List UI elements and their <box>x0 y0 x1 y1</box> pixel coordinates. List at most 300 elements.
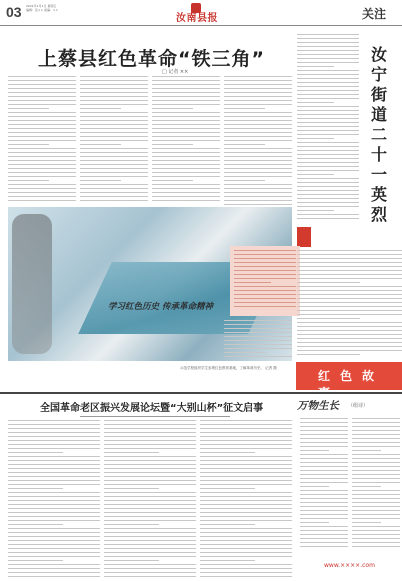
text-line <box>300 478 348 479</box>
text-line <box>297 314 402 315</box>
text-line <box>8 160 76 161</box>
text-line <box>104 432 196 433</box>
text-line <box>8 176 76 177</box>
text-line <box>297 326 402 327</box>
text-line <box>224 88 292 89</box>
text-line <box>152 88 220 89</box>
text-line <box>8 156 76 157</box>
text-line <box>200 476 292 477</box>
text-line <box>224 124 292 125</box>
article-column-5 <box>297 34 359 224</box>
poem-column-1 <box>300 418 348 550</box>
text-line <box>8 80 76 81</box>
text-line <box>8 472 100 473</box>
text-line <box>104 484 196 485</box>
text-line <box>297 306 402 307</box>
text-line <box>200 428 292 429</box>
highlight-box-text <box>234 250 296 312</box>
text-line <box>352 470 400 471</box>
text-line <box>200 452 255 453</box>
text-line <box>104 552 196 553</box>
text-line <box>352 538 400 539</box>
text-line <box>300 526 348 527</box>
text-line <box>297 254 402 255</box>
text-line <box>352 506 400 507</box>
text-line <box>352 434 400 435</box>
text-line <box>352 422 400 423</box>
text-line <box>8 108 49 109</box>
text-line <box>224 188 292 189</box>
text-line <box>104 560 159 561</box>
text-line <box>224 104 292 105</box>
text-line <box>152 92 220 93</box>
text-line <box>352 494 400 495</box>
text-line <box>300 530 348 531</box>
text-line <box>200 472 292 473</box>
text-line <box>200 512 292 513</box>
text-line <box>297 154 359 155</box>
text-line <box>8 200 76 201</box>
text-line <box>300 438 348 439</box>
text-line <box>297 146 359 147</box>
text-line <box>152 156 220 157</box>
text-line <box>152 80 220 81</box>
text-line <box>8 488 63 489</box>
vertical-title-char: 宁 <box>371 65 388 84</box>
text-line <box>104 468 196 469</box>
text-line <box>152 168 220 169</box>
text-line <box>104 480 196 481</box>
text-line <box>8 432 100 433</box>
text-line <box>152 84 220 85</box>
text-line <box>152 96 220 97</box>
text-line <box>8 448 100 449</box>
text-line <box>80 180 121 181</box>
text-line <box>80 160 148 161</box>
text-line <box>224 172 292 173</box>
text-line <box>224 180 265 181</box>
date-line-1: 2021年1月1日 星期五 <box>26 4 57 8</box>
text-line <box>297 266 402 267</box>
text-line <box>352 486 381 487</box>
text-line <box>152 180 193 181</box>
text-line <box>152 136 220 137</box>
text-line <box>8 556 100 557</box>
text-line <box>8 420 100 421</box>
text-line <box>297 142 359 143</box>
poem-title: 万物生长 <box>297 400 339 412</box>
text-line <box>234 258 296 259</box>
text-line <box>297 182 359 183</box>
text-line <box>152 120 220 121</box>
text-line <box>300 422 348 423</box>
text-line <box>224 108 265 109</box>
vertical-title-char: 烈 <box>371 205 388 224</box>
text-line <box>8 136 76 137</box>
masthead <box>0 0 402 26</box>
text-line <box>152 108 193 109</box>
text-line <box>104 504 196 505</box>
text-line <box>80 76 148 77</box>
text-line <box>8 144 49 145</box>
poem-column-2 <box>352 418 400 550</box>
text-line <box>297 98 359 99</box>
text-line <box>80 136 148 137</box>
text-line <box>152 104 220 105</box>
text-line <box>104 500 196 501</box>
text-line <box>80 104 148 105</box>
poem-subtitle: （组诗） <box>348 403 369 409</box>
text-line <box>152 112 220 113</box>
text-line <box>297 114 359 115</box>
text-line <box>224 344 292 345</box>
text-line <box>297 290 402 291</box>
text-line <box>8 504 100 505</box>
text-line <box>200 492 292 493</box>
text-line <box>297 214 359 215</box>
text-line <box>8 196 76 197</box>
text-line <box>297 330 402 331</box>
text-line <box>352 450 381 451</box>
text-line <box>104 536 196 537</box>
text-line <box>80 84 148 85</box>
text-line <box>297 262 402 263</box>
text-line <box>300 474 348 475</box>
text-line <box>80 100 148 101</box>
text-line <box>8 120 76 121</box>
text-line <box>300 502 348 503</box>
text-line <box>8 528 100 529</box>
vertical-title-char: 二 <box>371 125 388 144</box>
text-line <box>104 572 196 573</box>
text-line <box>8 576 100 577</box>
text-line <box>80 144 121 145</box>
text-line <box>8 476 100 477</box>
text-line <box>200 444 292 445</box>
text-line <box>297 298 402 299</box>
text-line <box>300 534 348 535</box>
text-line <box>200 508 292 509</box>
text-line <box>80 140 148 141</box>
text-line <box>224 112 292 113</box>
text-line <box>8 180 49 181</box>
text-line <box>300 442 348 443</box>
text-line <box>8 152 76 153</box>
text-line <box>352 462 400 463</box>
text-line <box>234 266 296 267</box>
article-column-3 <box>152 76 220 204</box>
text-line <box>297 282 360 283</box>
photo-visitors <box>12 214 52 354</box>
text-line <box>297 194 359 195</box>
text-line <box>224 76 292 77</box>
text-line <box>8 84 76 85</box>
text-line <box>297 334 402 335</box>
text-line <box>300 470 348 471</box>
text-line <box>297 42 359 43</box>
article-column-2 <box>80 76 148 204</box>
text-line <box>352 514 400 515</box>
text-line <box>104 576 196 577</box>
text-line <box>352 542 400 543</box>
text-line <box>200 528 292 529</box>
text-line <box>352 430 400 431</box>
text-line <box>297 106 359 107</box>
text-line <box>300 498 348 499</box>
text-line <box>224 184 292 185</box>
text-line <box>8 184 76 185</box>
text-line <box>104 452 159 453</box>
text-line <box>352 522 381 523</box>
text-line <box>80 192 148 193</box>
text-line <box>234 282 271 283</box>
text-line <box>300 434 348 435</box>
second-article-headline: 全国革命老区振兴发展论坛暨“大别山杯”征文启事 <box>40 403 264 414</box>
text-line <box>152 140 220 141</box>
text-line <box>297 94 359 95</box>
vertical-title-char: 一 <box>371 165 388 184</box>
text-line <box>152 148 220 149</box>
text-line <box>224 204 292 205</box>
text-line <box>80 116 148 117</box>
text-line <box>8 112 76 113</box>
text-line <box>352 454 400 455</box>
text-line <box>80 96 148 97</box>
text-line <box>8 496 100 497</box>
text-line <box>297 274 402 275</box>
text-line <box>300 522 329 523</box>
text-line <box>224 200 292 201</box>
text-line <box>297 34 359 35</box>
text-line <box>80 188 148 189</box>
text-line <box>297 170 359 171</box>
text-line <box>104 420 196 421</box>
text-line <box>8 512 100 513</box>
text-line <box>8 536 100 537</box>
text-line <box>300 466 348 467</box>
text-line <box>8 192 76 193</box>
text-line <box>80 88 148 89</box>
text-line <box>8 548 100 549</box>
text-line <box>200 464 292 465</box>
text-line <box>300 446 348 447</box>
text-line <box>8 444 100 445</box>
vertical-title-char: 英 <box>371 185 388 204</box>
text-line <box>8 500 100 501</box>
text-line <box>300 518 348 519</box>
text-line <box>104 512 196 513</box>
text-line <box>297 338 402 339</box>
text-line <box>8 88 76 89</box>
text-line <box>352 490 400 491</box>
text-line <box>200 568 292 569</box>
text-line <box>297 158 359 159</box>
text-line <box>300 494 348 495</box>
text-line <box>234 250 296 251</box>
second-article-column-3 <box>200 420 292 580</box>
text-line <box>224 336 292 337</box>
text-line <box>200 480 292 481</box>
text-line <box>104 564 196 565</box>
text-line <box>200 540 292 541</box>
text-line <box>8 508 100 509</box>
text-line <box>8 124 76 125</box>
text-line <box>80 124 148 125</box>
text-line <box>104 464 196 465</box>
text-line <box>152 160 220 161</box>
text-line <box>297 342 402 343</box>
text-line <box>8 100 76 101</box>
text-line <box>224 192 292 193</box>
right-column-text <box>297 250 402 360</box>
text-line <box>297 186 359 187</box>
text-line <box>152 196 220 197</box>
text-line <box>234 302 296 303</box>
text-line <box>152 152 220 153</box>
text-line <box>297 178 359 179</box>
red-marker <box>297 227 311 247</box>
second-article-column-2 <box>104 420 196 580</box>
text-line <box>352 426 400 427</box>
text-line <box>297 270 402 271</box>
text-line <box>297 258 402 259</box>
text-line <box>200 556 292 557</box>
text-line <box>297 102 334 103</box>
text-line <box>152 184 220 185</box>
text-line <box>224 356 292 357</box>
text-line <box>352 502 400 503</box>
text-line <box>224 320 292 321</box>
text-line <box>352 442 400 443</box>
text-line <box>300 538 348 539</box>
text-line <box>104 444 196 445</box>
text-line <box>352 518 400 519</box>
text-line <box>297 346 402 347</box>
text-line <box>8 520 100 521</box>
text-line <box>200 424 292 425</box>
text-line <box>224 92 292 93</box>
text-line <box>80 128 148 129</box>
text-line <box>352 466 400 467</box>
text-line <box>104 540 196 541</box>
text-line <box>104 456 196 457</box>
text-line <box>200 516 292 517</box>
text-line <box>8 492 100 493</box>
text-line <box>80 176 148 177</box>
text-line <box>300 490 348 491</box>
text-line <box>224 152 292 153</box>
text-line <box>297 130 359 131</box>
text-line <box>8 532 100 533</box>
section-divider <box>0 392 402 394</box>
text-line <box>200 440 292 441</box>
text-line <box>224 136 292 137</box>
text-line <box>152 188 220 189</box>
text-line <box>152 164 220 165</box>
text-line <box>297 302 402 303</box>
text-line <box>8 484 100 485</box>
text-line <box>352 418 400 419</box>
article-column-1 <box>8 76 76 204</box>
text-line <box>200 548 292 549</box>
text-line <box>8 452 63 453</box>
text-line <box>297 250 402 251</box>
text-line <box>8 168 76 169</box>
text-line <box>352 530 400 531</box>
text-line <box>297 78 359 79</box>
text-line <box>300 450 329 451</box>
text-line <box>200 564 292 565</box>
text-line <box>297 70 359 71</box>
text-line <box>8 424 100 425</box>
vertical-title-char: 街 <box>371 85 388 104</box>
text-line <box>297 50 359 51</box>
highlight-box <box>230 246 300 316</box>
text-line <box>297 206 359 207</box>
text-line <box>8 568 100 569</box>
text-line <box>200 532 292 533</box>
text-line <box>200 496 292 497</box>
text-line <box>300 482 348 483</box>
text-line <box>352 478 400 479</box>
text-line <box>352 458 400 459</box>
text-line <box>8 428 100 429</box>
text-line <box>352 498 400 499</box>
text-line <box>200 484 292 485</box>
text-line <box>80 92 148 93</box>
text-line <box>234 290 296 291</box>
text-line <box>8 464 100 465</box>
text-line <box>104 556 196 557</box>
article-byline: □ 记者 ×× <box>162 69 189 75</box>
text-line <box>297 58 359 59</box>
section-title: 关注 <box>362 7 387 21</box>
text-line <box>80 132 148 133</box>
text-line <box>8 188 76 189</box>
text-line <box>200 504 292 505</box>
text-line <box>300 546 348 547</box>
text-line <box>80 152 148 153</box>
text-line <box>352 438 400 439</box>
text-line <box>152 200 220 201</box>
text-line <box>8 460 100 461</box>
text-line <box>352 534 400 535</box>
text-line <box>352 546 400 547</box>
second-article-column-1 <box>8 420 100 580</box>
text-line <box>152 128 220 129</box>
text-line <box>104 524 159 525</box>
text-line <box>234 298 296 299</box>
text-line <box>352 482 400 483</box>
text-line <box>297 318 360 319</box>
photo-caption: 学习红色历史 传承革命精神 <box>108 302 213 312</box>
text-line <box>297 110 359 111</box>
text-line <box>297 310 402 311</box>
text-line <box>80 168 148 169</box>
text-line <box>224 340 292 341</box>
text-line <box>297 54 359 55</box>
text-line <box>104 568 196 569</box>
text-line <box>300 426 348 427</box>
text-line <box>224 324 292 325</box>
text-line <box>104 424 196 425</box>
text-line <box>200 536 292 537</box>
date-line-2: 编辑：张×× 美编：×× <box>26 8 59 12</box>
text-line <box>297 82 359 83</box>
vertical-title <box>363 40 399 226</box>
text-line <box>224 348 292 349</box>
text-line <box>297 138 334 139</box>
